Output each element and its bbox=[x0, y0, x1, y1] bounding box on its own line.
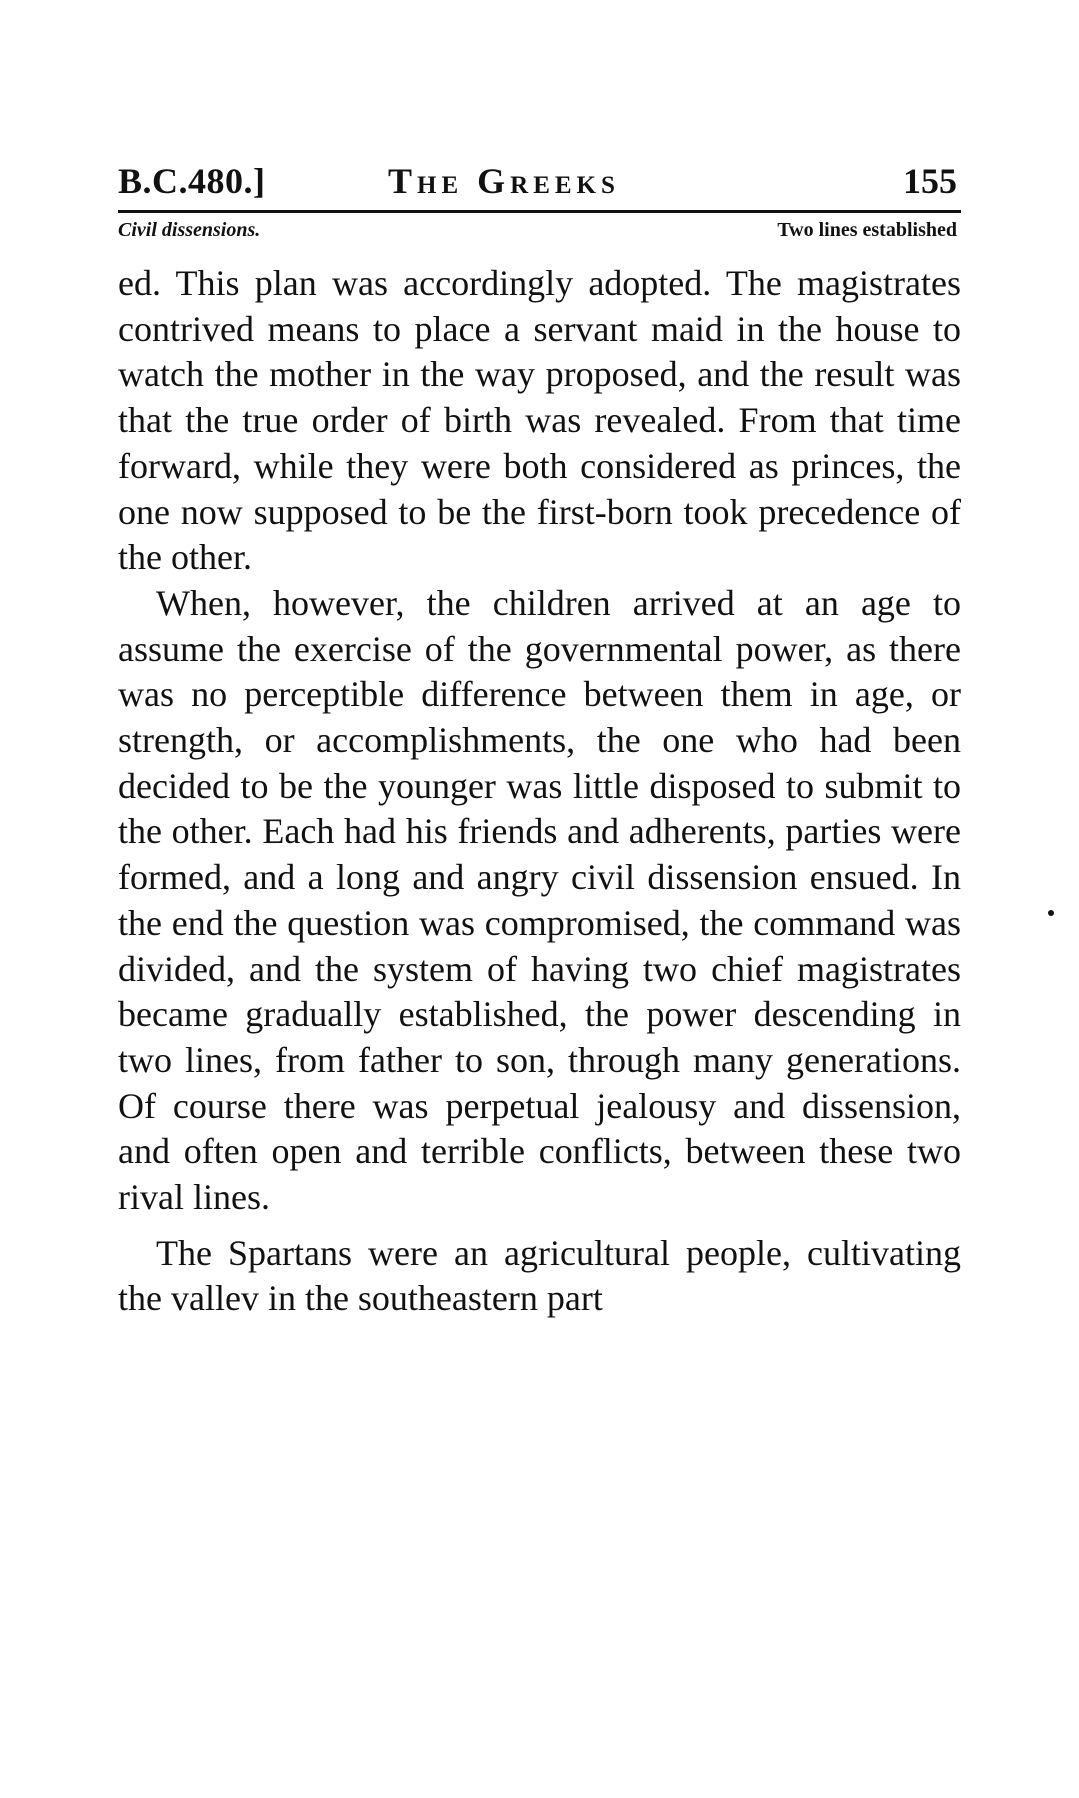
header-date: B.C.480.] bbox=[118, 161, 266, 201]
book-page bbox=[118, 150, 961, 1322]
header-title: The Greeks bbox=[388, 161, 620, 201]
paragraph: When, however, the children arrived at an age to assume the exercise of the governmental power, as there was no perceptible difference between them in age, or strength, or accomplishments, the one who had been decided to be the younger was little disposed to submit to the other. Each had his friends and adherents, parties were formed, and a long and angry civil dissension ensued. In the end the question was compromised, the command was divided, and the system of having two chief magistrates became gradually established, the power descending in two lines, from father to son, through many generations. Of course there was perpetual jealousy and dissension, and often open and terrible conflicts, between these two rival lines. bbox=[118, 582, 961, 1218]
paragraph: The Spartans were an agricultural people, cultivating the vallev in the southeastern part bbox=[118, 1232, 961, 1319]
running-head bbox=[118, 150, 961, 206]
stray-ink-mark bbox=[1048, 910, 1054, 916]
side-head-left: Civil dissensions. bbox=[118, 219, 261, 241]
paragraph-continued: ed. This plan was accordingly adopted. The magistrates contrived means to place a servant maid in the house to watch the mother in the way proposed, and the result was that the true order of birth was revealed. From that time forward, while they were both considered as princes, the one now supposed to be the first-born took precedence of the other. bbox=[118, 263, 961, 578]
side-head-right: Two lines established bbox=[777, 219, 957, 241]
page-number: 155 bbox=[903, 161, 957, 201]
side-heads bbox=[118, 213, 961, 249]
body-text bbox=[118, 261, 961, 1322]
